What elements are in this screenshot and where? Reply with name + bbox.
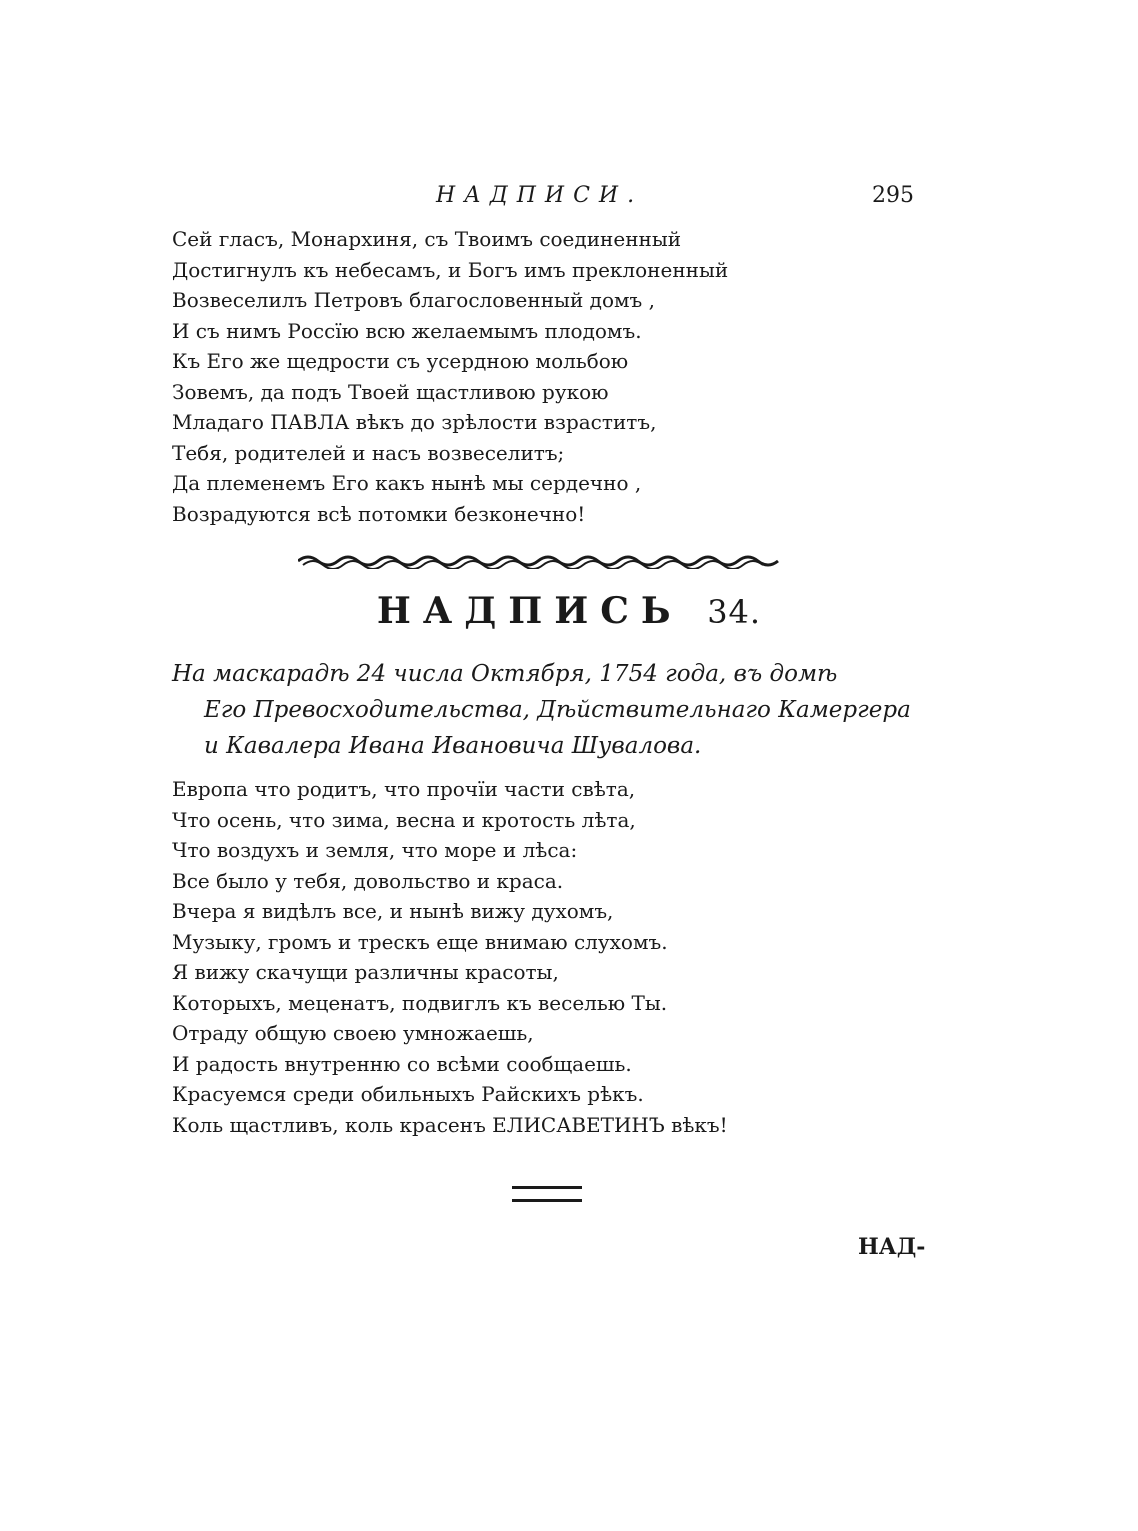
verse-line: Музыку, громъ и трескъ еще внимаю слухомъ. (172, 929, 668, 954)
subtitle-line: и Кавалера Ивана Ивановича Шувалова. (204, 733, 702, 759)
verse-top (172, 224, 728, 529)
verse-line: Тебя, родителей и насъ возвеселитъ; (172, 440, 565, 465)
verse-line: Возвеселилъ Петровъ благословенный домъ , (172, 288, 655, 312)
verse-line: Все было у тебя, довольство и краса. (172, 868, 564, 893)
verse-line: Младаго ПАВЛА вѣкъ до зрѣлости взраститъ, (172, 410, 657, 434)
section-subtitle (172, 656, 952, 764)
verse-line: Отраду общую своею умножаешь, (172, 1021, 534, 1045)
verse-line: И радость внутренню со всѣми сообщаешь. (172, 1051, 632, 1076)
verse-line: И съ нимъ Россїю всю желаемымъ плодомъ. (172, 318, 642, 343)
double-rule-divider (512, 1186, 582, 1202)
verse-line: Достигнулъ къ небесамъ, и Богъ имъ преклоненный (172, 257, 729, 282)
verse-line: Вчера я видѣлъ все, и нынѣ вижу духомъ, (172, 899, 614, 923)
subtitle-line: На маскарадѣ 24 числа Октября, 1754 года, въ домѣ (172, 661, 838, 687)
page-number: 295 (872, 183, 914, 208)
verse-line: Которыхъ, меценатъ, подвиглъ къ веселью Ты. (172, 990, 668, 1015)
heading-number: 34. (707, 593, 762, 631)
running-title: НАДПИСИ. (436, 183, 644, 208)
verse-line: Да племенемъ Его какъ нынѣ мы сердечно , (172, 471, 642, 495)
verse-line: Коль щастливъ, коль красенъ ЕЛИСАВЕТИНЪ вѣкъ! (172, 1112, 728, 1137)
verse-line: Что воздухъ и земля, что море и лѣса: (172, 838, 578, 862)
verse-line: Сей гласъ, Монархиня, съ Твоимъ соединенный (172, 227, 682, 251)
verse-line: Красуемся среди обильныхъ Райскихъ рѣкъ. (172, 1082, 644, 1106)
verse-line: Возрадуются всѣ потомки безконечно! (172, 501, 586, 526)
verse-line: Я вижу скачущи различны красоты, (172, 960, 559, 984)
ornamental-divider-icon (298, 553, 783, 569)
catchword: НАД- (858, 1234, 926, 1260)
running-head (0, 183, 1138, 213)
section-heading (0, 590, 1138, 632)
verse-main (172, 774, 728, 1140)
verse-line: Къ Его же щедрости съ усердною мольбою (172, 349, 629, 373)
verse-line: Зовемъ, да подъ Твоей щастливою рукою (172, 379, 609, 404)
heading-word: НАДПИСЬ (376, 590, 683, 632)
subtitle-line: Его Превосходительства, Дѣйствительнаго Камергера (204, 697, 911, 723)
verse-line: Европа что родитъ, что прочїи части свѣта, (172, 777, 636, 801)
verse-line: Что осень, что зима, весна и кротость лѣта, (172, 807, 636, 832)
